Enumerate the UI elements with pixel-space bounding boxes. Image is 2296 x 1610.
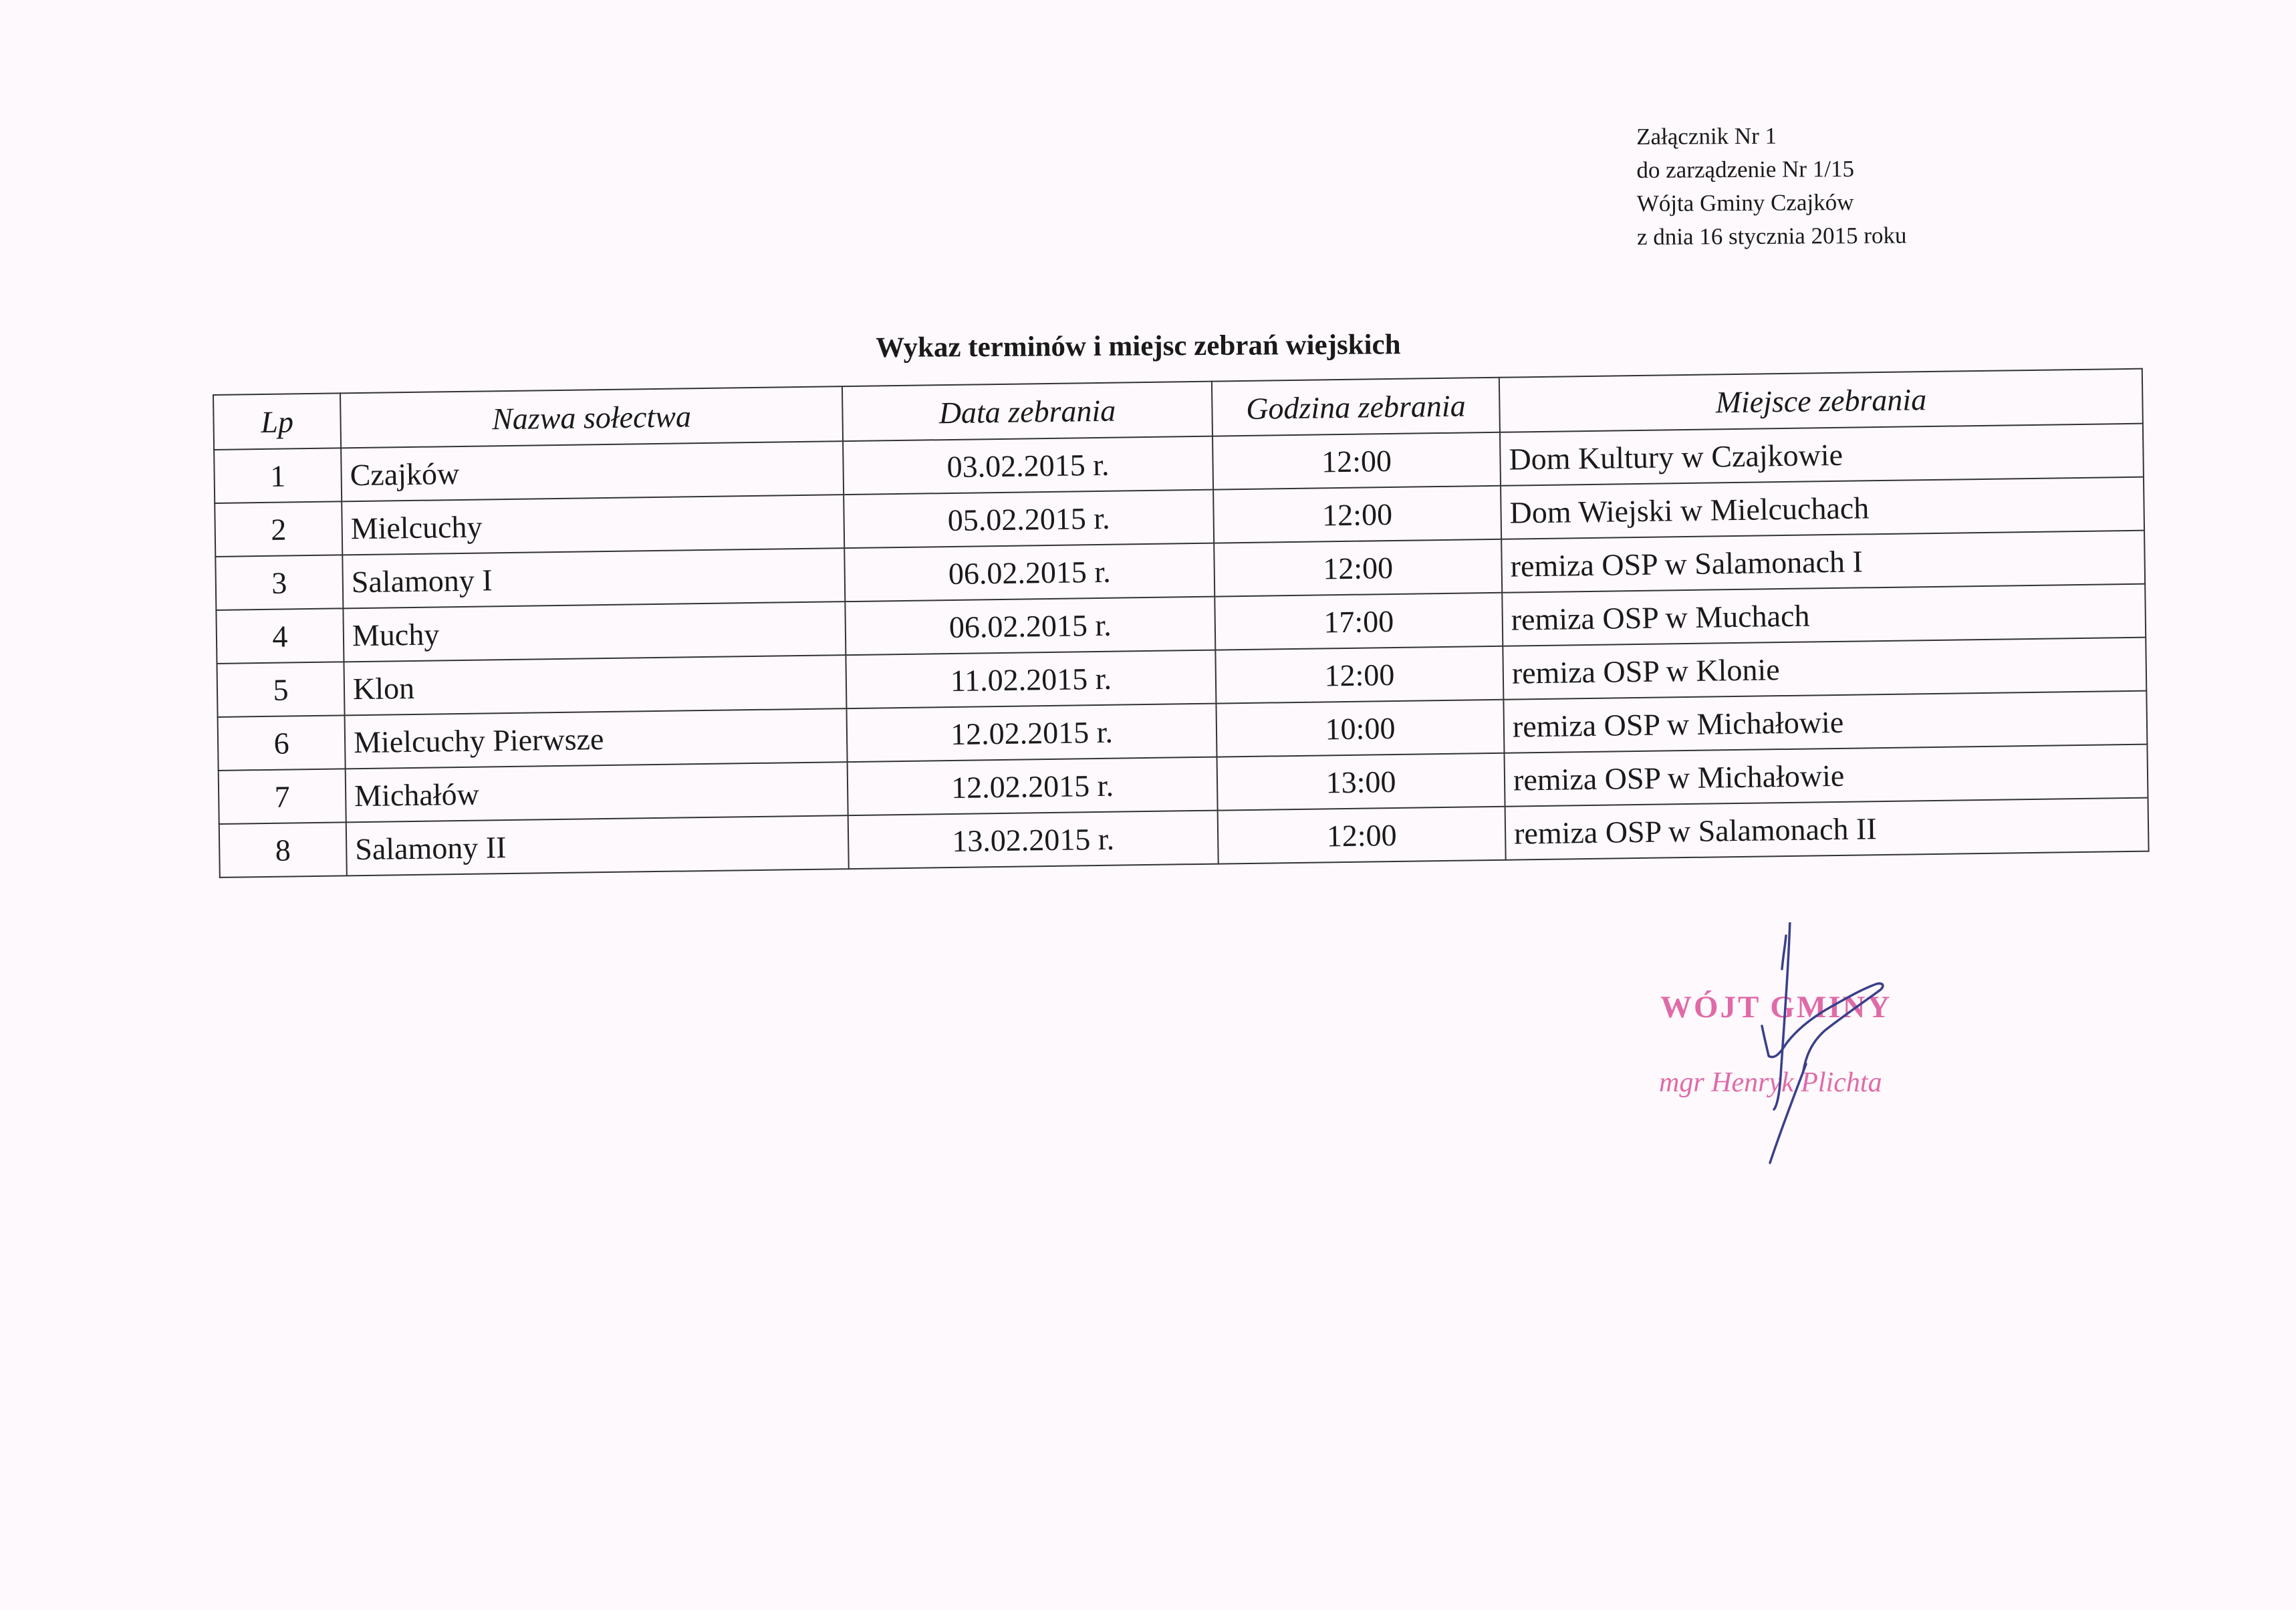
cell-date: 13.02.2015 r. [848, 811, 1219, 869]
stamp-name: mgr Henryk Plichta [1659, 1067, 1882, 1098]
document-title: Wykaz terminów i miejsc zebrań wiejskich [876, 329, 1401, 364]
cell-lp: 4 [216, 608, 344, 664]
cell-date: 03.02.2015 r. [843, 436, 1213, 495]
header-lp: Lp [213, 393, 341, 450]
cell-place: remiza OSP w Salamonach II [1505, 798, 2149, 860]
header-name: Nazwa sołectwa [340, 386, 843, 448]
cell-date: 11.02.2015 r. [846, 650, 1216, 709]
cell-date: 06.02.2015 r. [845, 597, 1215, 656]
attachment-note [1636, 119, 1907, 254]
cell-place: Dom Kultury w Czajkowie [1500, 424, 2144, 486]
cell-place: Dom Wiejski w Mielcuchach [1501, 477, 2144, 539]
cell-name: Salamony II [346, 815, 849, 876]
attachment-line-2: do zarządzenie Nr 1/15 [1636, 156, 1855, 183]
cell-time: 12:00 [1215, 646, 1503, 704]
header-date: Data zebrania [842, 382, 1213, 442]
cell-lp: 8 [219, 822, 347, 878]
cell-time: 12:00 [1213, 432, 1501, 490]
handwritten-signature [1631, 922, 1992, 1176]
cell-name: Klon [344, 655, 846, 715]
cell-time: 12:00 [1218, 807, 1506, 864]
cell-name: Michałów [346, 762, 848, 822]
cell-name: Salamony I [342, 548, 845, 608]
cell-name: Mielcuchy [342, 495, 844, 555]
cell-name: Mielcuchy Pierwsze [345, 708, 848, 769]
attachment-line-4: z dnia 16 stycznia 2015 roku [1636, 222, 1907, 250]
attachment-line-1: Załącznik Nr 1 [1636, 122, 1777, 150]
cell-lp: 2 [215, 501, 342, 557]
cell-date: 06.02.2015 r. [844, 543, 1215, 602]
meetings-table-wrapper [213, 368, 2150, 878]
cell-time: 10:00 [1216, 700, 1504, 757]
cell-time: 13:00 [1217, 753, 1505, 811]
cell-time: 12:00 [1214, 539, 1502, 597]
cell-time: 17:00 [1215, 593, 1503, 650]
cell-place: remiza OSP w Salamonach I [1501, 531, 2145, 593]
header-time: Godzina zebrania [1212, 378, 1500, 436]
cell-lp: 1 [214, 448, 342, 503]
meetings-table [213, 368, 2150, 878]
cell-place: remiza OSP w Muchach [1502, 584, 2146, 646]
cell-date: 12.02.2015 r. [848, 757, 1218, 816]
cell-date: 05.02.2015 r. [844, 490, 1214, 549]
cell-place: remiza OSP w Klonie [1503, 638, 2146, 700]
official-stamp [1631, 922, 1992, 1176]
header-place: Miejsce zebrania [1499, 369, 2143, 432]
cell-name: Muchy [343, 601, 846, 662]
cell-lp: 5 [217, 662, 344, 717]
cell-name: Czajków [341, 441, 844, 501]
cell-time: 12:00 [1213, 486, 1501, 543]
cell-place: remiza OSP w Michałowie [1503, 691, 2147, 753]
cell-lp: 6 [218, 715, 346, 771]
cell-lp: 7 [219, 769, 346, 824]
attachment-line-3: Wójta Gminy Czajków [1636, 189, 1854, 217]
cell-place: remiza OSP w Michałowie [1504, 745, 2148, 807]
stamp-title: WÓJT GMINY [1660, 990, 1892, 1025]
cell-date: 12.02.2015 r. [846, 704, 1217, 763]
cell-lp: 3 [215, 555, 343, 610]
